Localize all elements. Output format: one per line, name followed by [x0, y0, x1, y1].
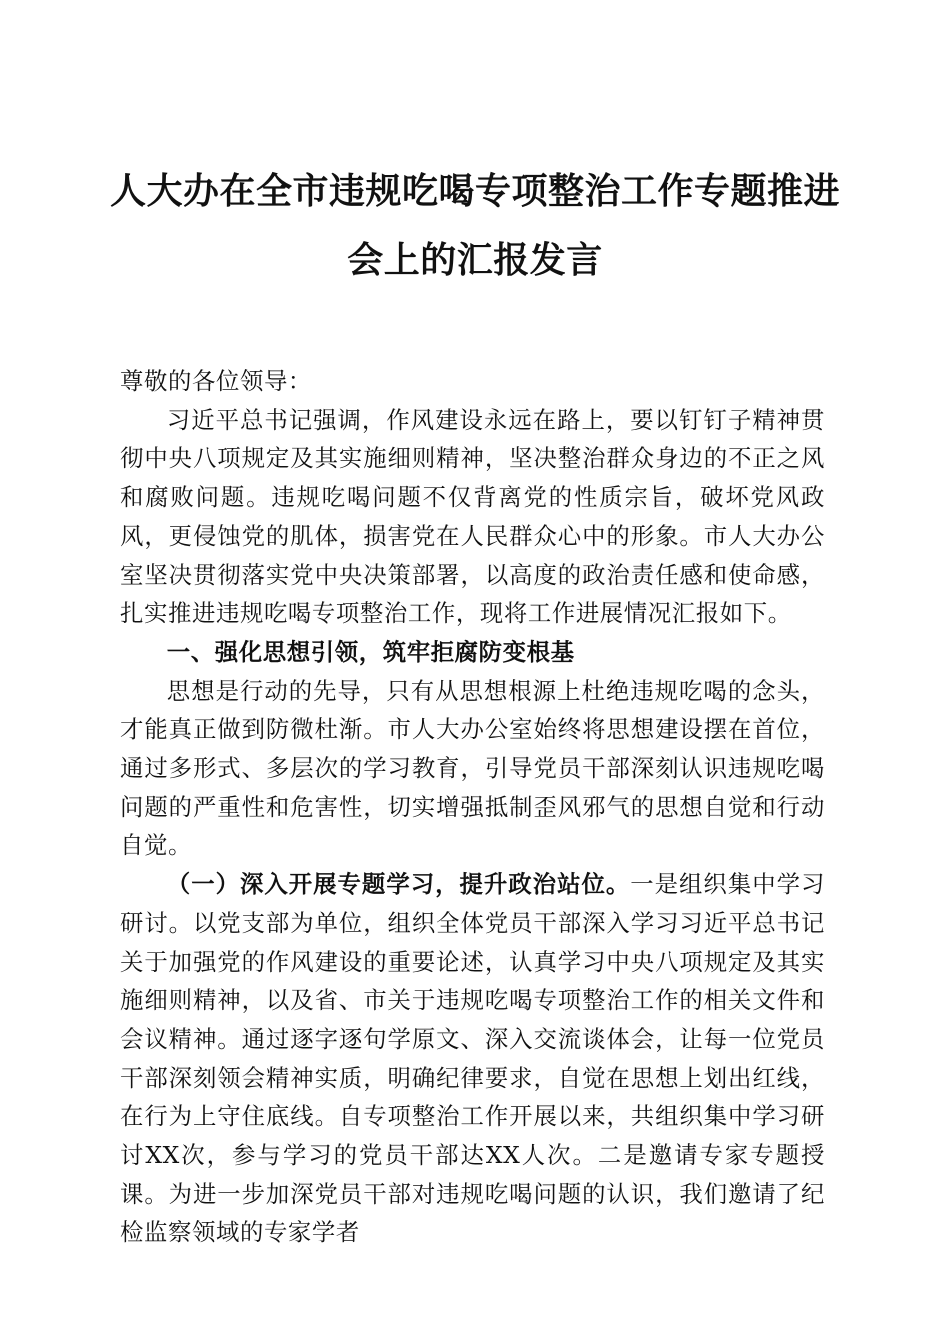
subsection-1-heading: （一）深入开展专题学习，提升政治站位。 — [166, 870, 631, 899]
document-title-line-2: 会上的汇报发言 — [347, 240, 603, 281]
intro-paragraph: 习近平总书记强调，作风建设永远在路上，要以钉钉子精神贯彻中央八项规定及其实施细则精神，坚决整治群众身边的不正之风和腐败问题。违规吃喝问题不仅背离党的性质宗旨，破坏党风政风，更侵蚀党的肌体，损害党在人民群众心中的形象。市人大办公室坚决贯彻落实党中央决策部署，以高度的政治责任感和使命感，扎实推进违规吃喝专项整治工作，现将工作进展情况汇报如下。 — [120, 405, 825, 628]
subsection-1-text: 一是组织集中学习研讨。以党支部为单位，组织全体党员干部深入学习习近平总书记关于加强党的作风建设的重要论述，认真学习中央八项规定及其实施细则精神，以及省、市关于违规吃喝专项整治工作的相关文件和会议精神。通过逐字逐句学原文、深入交流谈体会，让每一位党员干部深刻领会精神实质，明确纪律要求，自觉在思想上划出红线，在行为上守住底线。自专项整治工作开展以来，共组织集中学习研讨XX次，参与学习的党员干部达XX人次。二是邀请专家专题授课。为进一步加深党员干部对违规吃喝问题的认识，我们邀请了纪检监察领域的专家学者 — [120, 870, 825, 1247]
document-title-line-1: 人大办在全市违规吃喝专项整治工作专题推进 — [109, 171, 840, 212]
section-1-paragraph: 思想是行动的先导，只有从思想根源上杜绝违规吃喝的念头，才能真正做到防微杜渐。市人大办公室始终将思想建设摆在首位，通过多形式、多层次的学习教育，引导党员干部深刻认识违规吃喝问题的严重性和危害性，切实增强抵制歪风邪气的思想自觉和行动自觉。 — [120, 676, 825, 860]
subsection-1-paragraph — [120, 865, 825, 1252]
section-1-heading: 一、强化思想引领，筑牢拒腐防变根基 — [166, 637, 575, 666]
salutation: 尊敬的各位领导： — [120, 367, 312, 395]
document-body — [120, 362, 825, 1252]
